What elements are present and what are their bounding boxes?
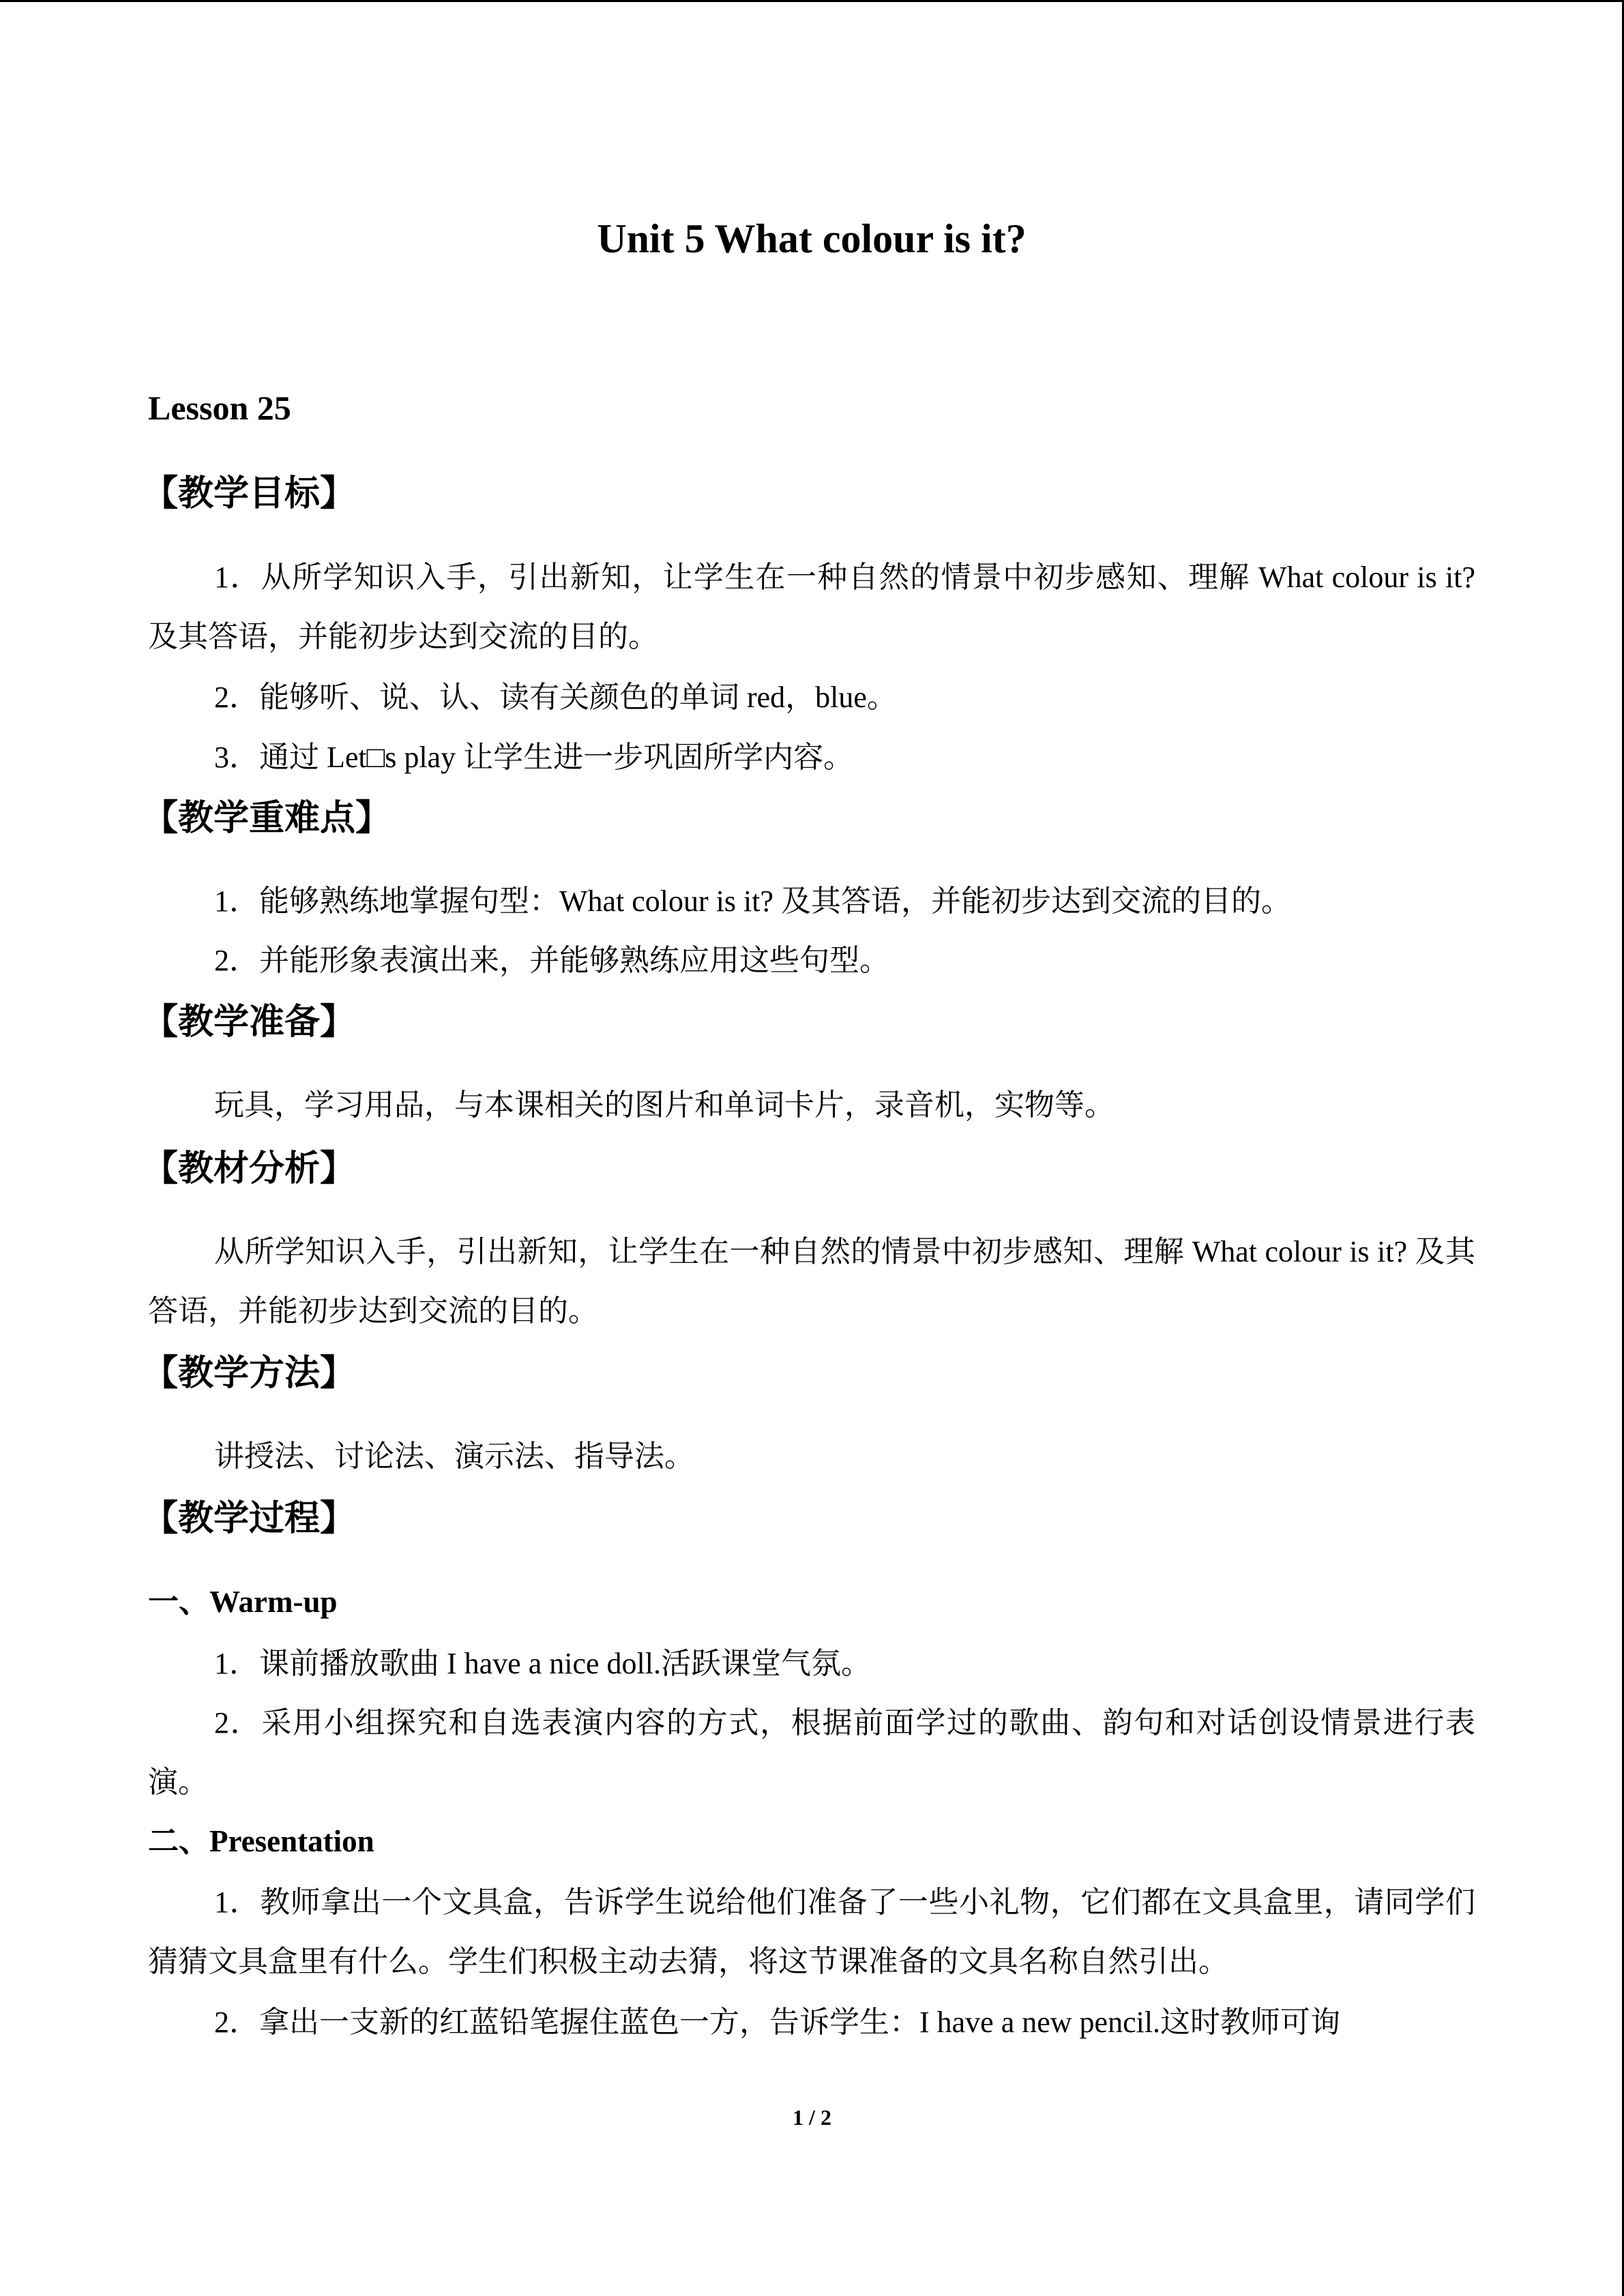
lesson-heading: Lesson 25 [148, 389, 291, 427]
process-heading: 【教学过程】 [143, 1500, 356, 1538]
methods-text: 讲授法、讨论法、演示法、指导法。 [214, 1440, 694, 1473]
presentation-heading: 二、Presentation [148, 1824, 374, 1858]
presentation-item-2: 2．拿出一支新的红蓝铅笔握住蓝色一方，告诉学生：I have a new pencil.这时教师可询 [214, 2006, 1341, 2039]
analysis-heading: 【教材分析】 [143, 1150, 356, 1189]
key-points-heading: 【教学重难点】 [143, 799, 392, 838]
objectives-item-1: 1．从所学知识入手，引出新知，让学生在一种自然的情景中初步感知、理解 What colour is it? 及其答语，并能初步达到交流的目的。 [148, 561, 1475, 653]
objectives-heading: 【教学目标】 [143, 475, 356, 513]
warmup-item-1: 1．课前播放歌曲 I have a nice doll.活跃课堂气氛。 [214, 1647, 871, 1680]
preparation-text: 玩具，学习用品，与本课相关的图片和单词卡片，录音机，实物等。 [214, 1088, 1114, 1122]
key-points-item-1: 1．能够熟练地掌握句型：What colour is it? 及其答语，并能初步达到交流的目的。 [214, 884, 1292, 918]
warmup-item-2: 2．采用小组探究和自选表演内容的方式，根据前面学过的歌曲、韵句和对话创设情景进行表演。 [148, 1706, 1475, 1799]
preparation-heading: 【教学准备】 [143, 1003, 356, 1042]
presentation-item-1: 1．教师拿出一个文具盒，告诉学生说给他们准备了一些小礼物，它们都在文具盒里，请同学们猜猜文具盒里有什么。学生们积极主动去猜，将这节课准备的文具名称自然引出。 [148, 1885, 1475, 1978]
key-points-item-2: 2．并能形象表演出来，并能够熟练应用这些句型。 [214, 944, 889, 977]
document-title: Unit 5 What colour is it? [597, 216, 1027, 261]
analysis-text: 从所学知识入手，引出新知，让学生在一种自然的情景中初步感知、理解 What colour is it? 及其答语，并能初步达到交流的目的。 [148, 1235, 1475, 1328]
page-number: 1 / 2 [793, 2105, 831, 2130]
objectives-item-3: 3．通过 Let□s play 让学生进一步巩固所学内容。 [214, 741, 854, 774]
warmup-heading: 一、Warm-up [148, 1585, 338, 1619]
objectives-item-2: 2．能够听、说、认、读有关颜色的单词 red，blue。 [214, 681, 897, 714]
methods-heading: 【教学方法】 [143, 1354, 356, 1393]
